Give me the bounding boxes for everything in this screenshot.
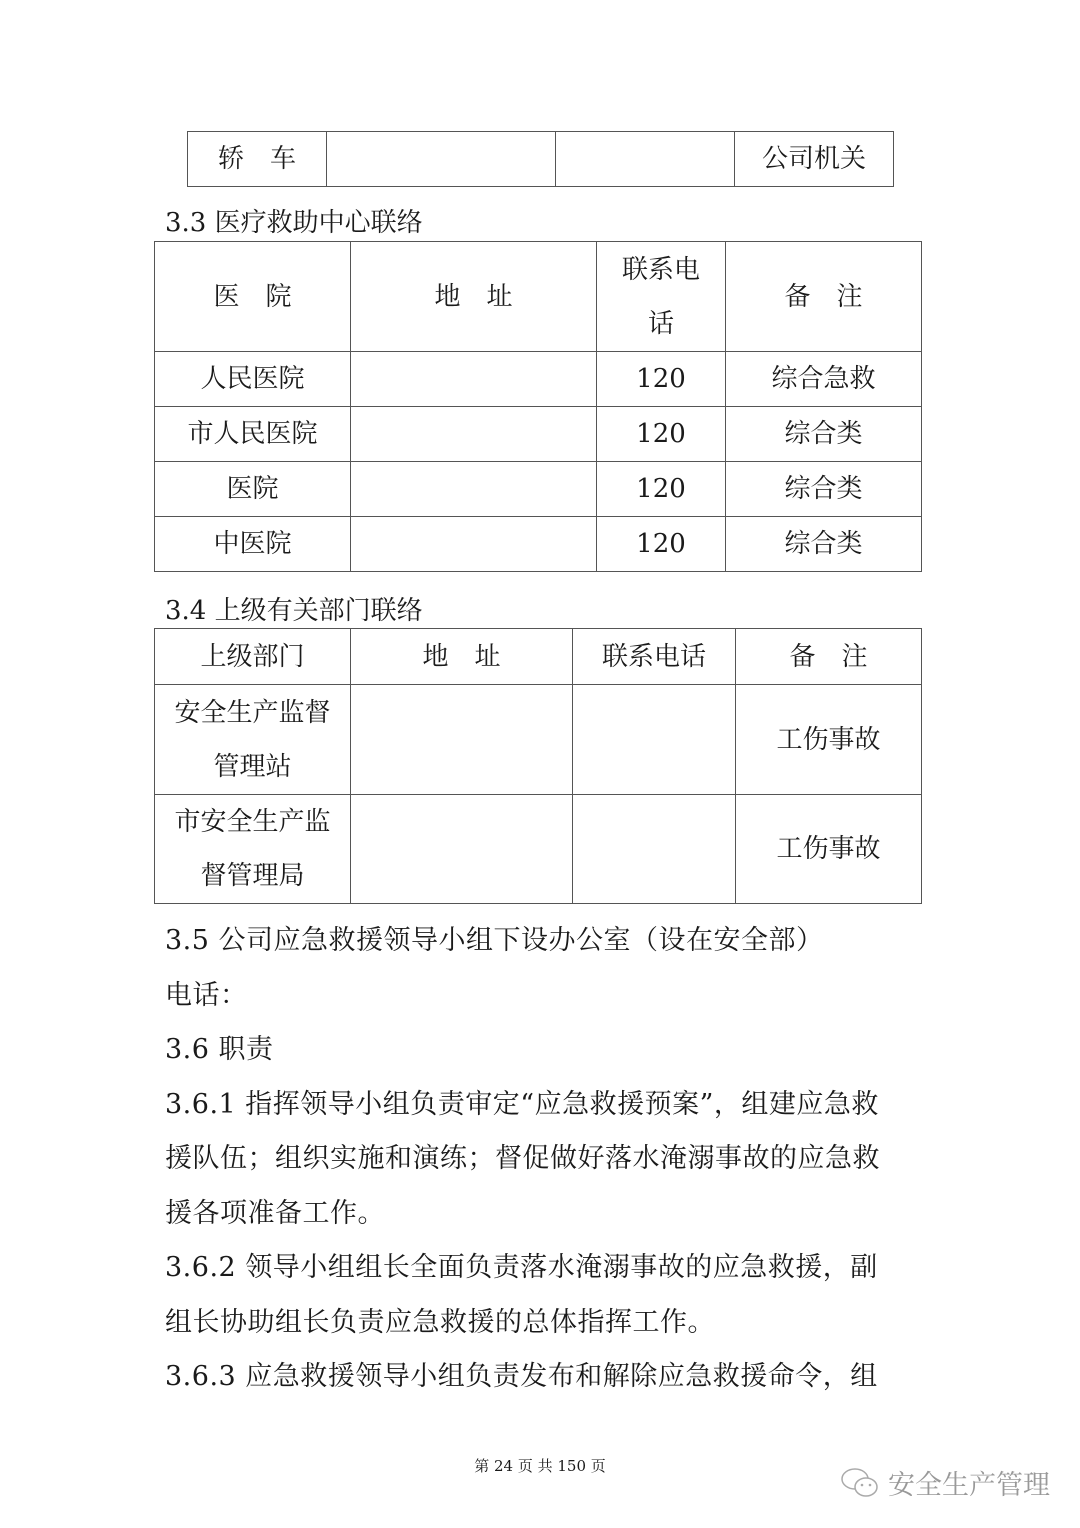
table-cell: 安全生产监督管理站 [155, 685, 351, 795]
table-cell: 医院 [155, 462, 351, 517]
body-line: 3.5 公司应急救援领导小组下设办公室（设在安全部） [165, 925, 824, 956]
section-heading-3-4: 3.4 上级有关部门联络 [165, 596, 423, 626]
body-line: 3.6.1 指挥领导小组负责审定“应急救援预案”，组建应急救 [165, 1089, 879, 1120]
table-cell [556, 132, 735, 187]
header-address: 地 址 [351, 629, 573, 685]
table-cell [351, 795, 573, 904]
table-cell: 120 [597, 462, 726, 517]
table-cell [573, 795, 736, 904]
table-row [155, 462, 922, 517]
table-row [155, 795, 922, 904]
table-cell [327, 132, 556, 187]
header-remark: 备 注 [726, 242, 922, 352]
table-cell [573, 685, 736, 795]
table-cell: 市安全生产监督管理局 [155, 795, 351, 904]
table-header-row [155, 629, 922, 685]
table-cell: 综合类 [726, 517, 922, 572]
page-number: 第 24 页 共 150 页 [474, 1457, 606, 1475]
table-row [155, 685, 922, 795]
table-cell: 市人民医院 [155, 407, 351, 462]
table-cell: 工伤事故 [736, 685, 922, 795]
header-address: 地 址 [351, 242, 597, 352]
header-hospital: 医 院 [155, 242, 351, 352]
header-phone: 联系电话 [597, 242, 726, 352]
table-cell: 120 [597, 517, 726, 572]
body-line: 3.6 职责 [165, 1034, 274, 1065]
table-cell [351, 462, 597, 517]
table-cell: 工伤事故 [736, 795, 922, 904]
body-line: 援队伍；组织实施和演练；督促做好落水淹溺事故的应急救 [165, 1143, 880, 1174]
table-cell: 120 [597, 352, 726, 407]
table-cell [351, 407, 597, 462]
body-line: 3.6.3 应急救援领导小组负责发布和解除应急救援命令，组 [165, 1361, 878, 1392]
table-cell [351, 352, 597, 407]
table-row [155, 517, 922, 572]
department-table [154, 628, 922, 904]
header-remark: 备 注 [736, 629, 922, 685]
table-cell: 人民医院 [155, 352, 351, 407]
table-row [188, 132, 894, 187]
table-cell: 120 [597, 407, 726, 462]
table-cell: 中医院 [155, 517, 351, 572]
table-cell [351, 517, 597, 572]
body-line: 组长协助组长负责应急救援的总体指挥工作。 [165, 1307, 715, 1338]
section-heading-3-3: 3.3 医疗救助中心联络 [165, 208, 423, 238]
body-line: 3.6.2 领导小组组长全面负责落水淹溺事故的应急救援，副 [165, 1252, 878, 1283]
body-line: 援各项准备工作。 [165, 1198, 385, 1229]
logo-text: 安全生产管理 [888, 1470, 1050, 1501]
table-cell: 综合类 [726, 462, 922, 517]
table-row [155, 352, 922, 407]
table-cell: 综合急救 [726, 352, 922, 407]
table-cell [351, 685, 573, 795]
watermark-logo [840, 1463, 1050, 1502]
header-phone: 联系电话 [573, 629, 736, 685]
wechat-icon [840, 1466, 880, 1500]
vehicle-table [187, 131, 894, 187]
table-cell: 轿 车 [188, 132, 327, 187]
header-department: 上级部门 [155, 629, 351, 685]
table-row [155, 407, 922, 462]
table-cell: 公司机关 [735, 132, 894, 187]
table-cell: 综合类 [726, 407, 922, 462]
table-header-row [155, 242, 922, 352]
body-line: 电话： [165, 980, 248, 1011]
hospital-table [154, 241, 922, 572]
